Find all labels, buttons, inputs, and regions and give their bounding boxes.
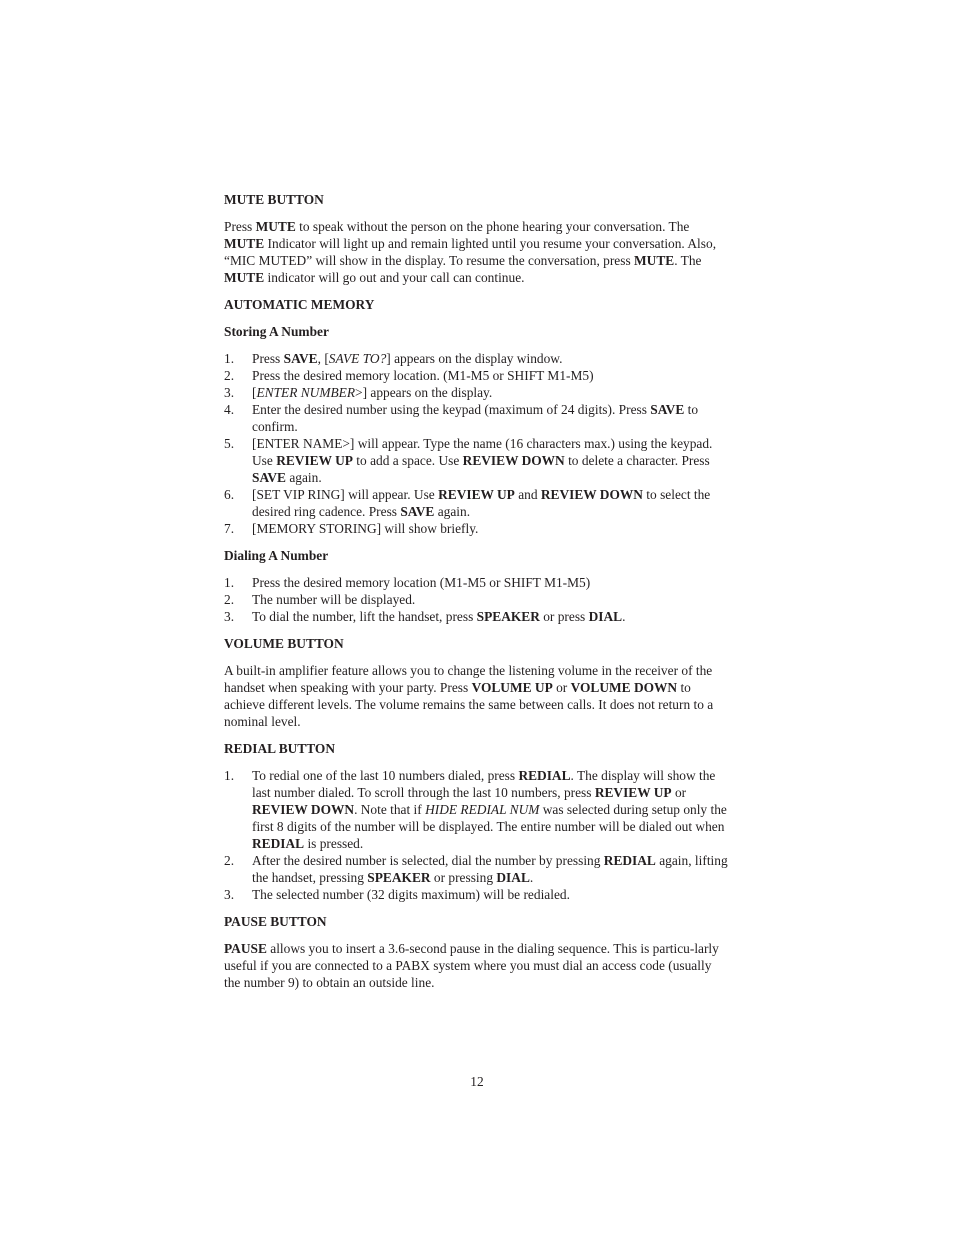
list-item: 1. To redial one of the last 10 numbers dialed, press REDIAL. The display will show the last number dialed. To scroll through the last 10 numbers, press REVIEW UP or REVIEW DOWN. Note that if HIDE REDIAL NUM was selected during setup only the first 8 digits of the number will be displayed. The entire number will be dialed out when REDIAL is pressed. [224,768,727,851]
list-item: 3. [ENTER NUMBER>] appears on the display. [224,385,493,400]
dialing-heading: Dialing A Number [224,548,329,563]
pause-heading: PAUSE BUTTON [224,914,327,929]
list-item: 1. Press the desired memory location (M1-M5 or SHIFT M1-M5) [224,575,591,590]
list-item: 3. The selected number (32 digits maximum) will be redialed. [224,887,570,902]
volume-paragraph: A built-in amplifier feature allows you to change the listening volume in the receiver of the handset when speaking with your party. Press VOLUME UP or VOLUME DOWN to achieve different levels. The volume remains the same between calls. It does not return to a nominal level. [224,663,714,729]
list-item: 4. Enter the desired number using the keypad (maximum of 24 digits). Press SAVE to confirm. [224,402,699,434]
list-item: 2. The number will be displayed. [224,592,416,607]
list-item: 3. To dial the number, lift the handset, press SPEAKER or press DIAL. [224,609,626,624]
list-item: 1. Press SAVE, [SAVE TO?] appears on the display window. [224,351,563,366]
list-item: 5. [ENTER NAME>] will appear. Type the name (16 characters max.) using the keypad. Use REVIEW UP to add a space. Use REVIEW DOWN to delete a character. Press SAVE again. [224,436,713,485]
list-item: 6. [SET VIP RING] will appear. Use REVIEW UP and REVIEW DOWN to select the desired ring cadence. Press SAVE again. [224,487,711,519]
list-item: 7. [MEMORY STORING] will show briefly. [224,521,479,536]
automatic-memory-heading: AUTOMATIC MEMORY [224,297,375,312]
redial-heading: REDIAL BUTTON [224,741,336,756]
manual-page [224,191,730,1001]
mute-heading: MUTE BUTTON [224,192,324,207]
dialing-steps [224,574,730,625]
mute-paragraph: Press MUTE to speak without the person on the phone hearing your conversation. The MUTE Indicator will light up and remain lighted until you resume your conversation. Also, “MIC MUTED” will show in the display. To resume the conversation, press MUTE. The MUTE indicator will go out and your call can continue. [224,219,717,285]
list-item: 2. After the desired number is selected, dial the number by pressing REDIAL again, lifting the handset, pressing SPEAKER or pressing DIAL. [224,853,728,885]
page-number: 12 [470,1074,484,1089]
pause-paragraph: PAUSE allows you to insert a 3.6-second pause in the dialing sequence. This is particu-larly useful if you are connected to a PABX system where you must dial an access code (usually the number 9) to obtain an outside line. [224,941,719,990]
list-item: 2. Press the desired memory location. (M1-M5 or SHIFT M1-M5) [224,368,594,383]
volume-heading: VOLUME BUTTON [224,636,344,651]
storing-heading: Storing A Number [224,324,329,339]
storing-steps [224,350,730,537]
redial-steps [224,767,730,903]
